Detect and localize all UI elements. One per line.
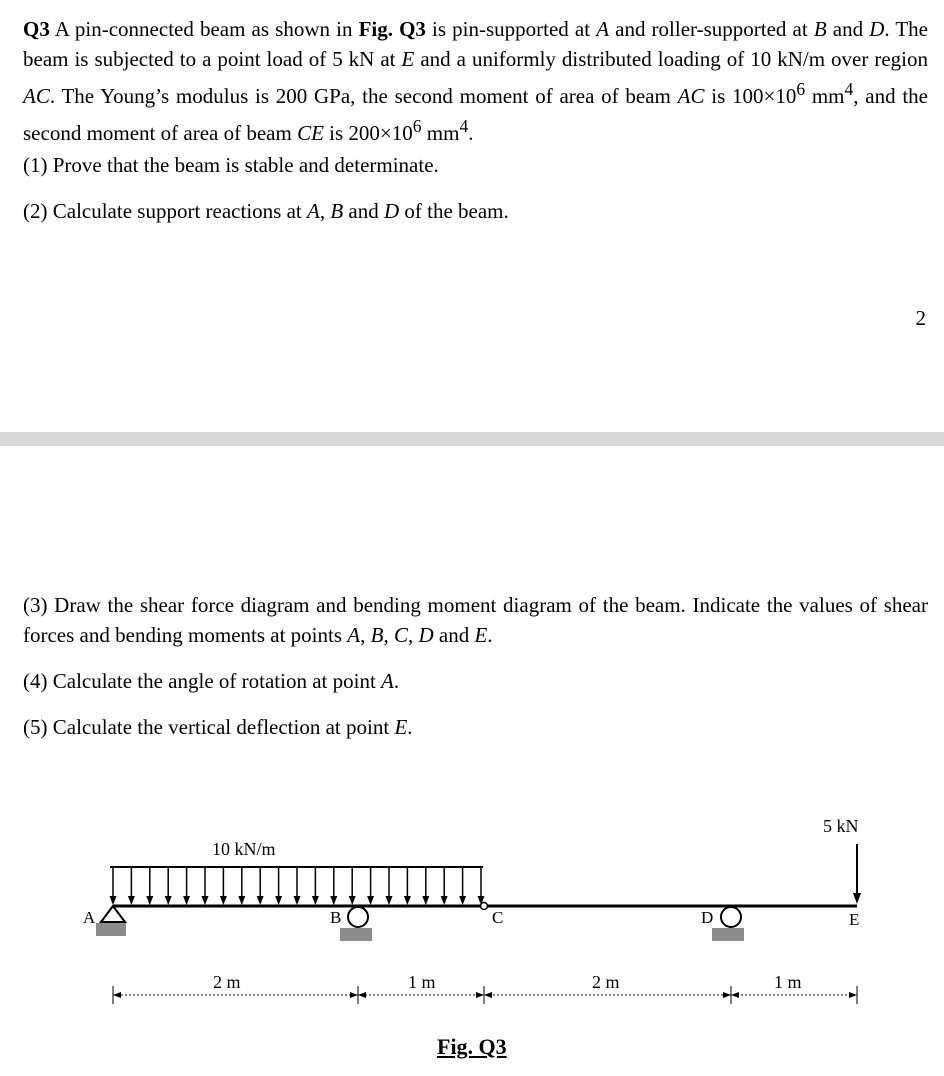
point-load-head [853,893,861,904]
page-separator [0,432,944,446]
udl-arrow-head [459,896,466,905]
dimension-arrowhead [350,992,358,998]
page-2 [0,446,944,1076]
point-load-label: 5 kN [823,816,859,836]
q3-text: (3) Draw the shear force diagram and bending moment diagram of the beam. Indicate the values of shear forces and bending moments at points [23,593,928,647]
dimension-label-ab: 2 m [213,972,241,992]
ground-hatch [712,928,744,941]
point-label: A [306,199,320,223]
intro-text: is 200×10 [323,121,413,145]
point-label: B [370,623,384,647]
udl-arrows [110,867,485,905]
q3-text: , [407,623,419,647]
exponent: 6 [412,116,422,136]
label-d: D [701,908,714,927]
point-label: C [393,623,408,647]
label-c: C [492,908,504,927]
question-number: Q3 [23,17,50,41]
point-label: A [347,623,361,647]
point-label: B [330,199,344,223]
udl-arrow-head [220,896,227,905]
udl-arrow-head [349,896,356,905]
udl-arrow-head [238,896,245,905]
question-part-2 [23,196,928,226]
point-label: D [383,199,400,223]
point-label: D [869,17,885,41]
q3-text: , [360,623,371,647]
intro-text: . The Young’s modulus is 200 GPa, the second moment of area of beam [49,84,678,108]
roller-circle [721,907,741,927]
point-label: E [401,47,415,71]
udl-label: 10 kN/m [212,839,276,859]
intro-text: . [468,121,474,145]
udl-arrow-head [165,896,172,905]
roller-support-d [712,907,744,941]
beam-figure [0,446,944,1076]
q4-text: . [393,669,400,693]
intro-text: and a uniformly distributed loading of 10 kN/m over region [414,47,928,71]
q2-text: and [343,199,384,223]
udl-arrow-head [110,896,117,905]
page-number: 2 [915,306,926,330]
intro-text: , and the second moment of area of beam [23,84,928,145]
pin-support-a [96,906,126,936]
point-label: A [381,669,394,693]
udl-arrow-head [294,896,301,905]
roller-circle [348,907,368,927]
q2-text: , [319,199,331,223]
udl-arrow-head [367,896,374,905]
dimension-label-cd: 2 m [592,972,620,992]
udl-load [110,867,485,905]
q2-text: (2) Calculate support reactions at [23,199,307,223]
point-label: D [418,623,434,647]
q3-text: , [383,623,394,647]
point-label: E [474,623,488,647]
point-load-arrow [853,844,861,904]
dimension-arrowhead [113,992,121,998]
q4-text: (4) Calculate the angle of rotation at point [23,669,382,693]
udl-arrow-head [257,896,264,905]
q3-text: and [433,623,475,647]
page-1 [0,0,944,432]
intro-text: . The beam is subjected to a point load of 5 kN at [23,17,928,71]
udl-arrow-head [275,896,282,905]
hinge-c [481,903,488,910]
exponent: 4 [844,79,854,99]
pin-triangle [101,906,125,922]
exponent: 4 [459,116,469,136]
q3-text: . [487,623,493,647]
label-a: A [83,908,96,927]
intro-text: is pin-supported at [425,17,597,41]
intro-text: mm [805,84,845,108]
exponent: 6 [796,79,806,99]
label-e: E [849,910,860,929]
point-label: B [813,17,827,41]
intro-text: and [826,17,870,41]
dimension-arrowhead [731,992,739,998]
dimension-arrowhead [849,992,857,998]
roller-support-b [340,907,372,941]
udl-arrow-head [128,896,135,905]
intro-text: is 100×10 [704,84,797,108]
q5-text: (5) Calculate the vertical deflection at point [23,715,395,739]
udl-arrow-head [404,896,411,905]
dimension-arrowhead [476,992,484,998]
dimension-arrowhead [723,992,731,998]
ground-hatch [96,923,126,936]
q2-text: of the beam. [399,199,509,223]
dimension-arrowhead [358,992,366,998]
point-label: A [596,17,610,41]
udl-arrow-head [386,896,393,905]
question-part-1: (1) Prove that the beam is stable and determinate. [23,153,439,177]
udl-arrow-head [146,896,153,905]
intro-text: mm [421,121,460,145]
udl-arrow-head [202,896,209,905]
intro-text: A pin-connected beam as shown in [49,17,359,41]
udl-arrow-head [441,896,448,905]
dimension-label-bc: 1 m [408,972,436,992]
intro-text: and roller-supported at [609,17,814,41]
udl-arrow-head [422,896,429,905]
label-b: B [330,908,342,927]
udl-arrow-head [330,896,337,905]
figure-caption: Fig. Q3 [437,1034,507,1059]
q5-text: . [407,715,413,739]
segment-label: AC [677,84,705,108]
udl-arrow-head [312,896,319,905]
ground-hatch [340,928,372,941]
udl-arrow-head [183,896,190,905]
question-intro [23,14,928,148]
dimension-label-de: 1 m [774,972,802,992]
figure-reference: Fig. Q3 [358,17,426,41]
point-label: E [394,715,408,739]
segment-label: AC [23,84,50,108]
dimension-arrowhead [484,992,492,998]
segment-label: CE [297,121,324,145]
